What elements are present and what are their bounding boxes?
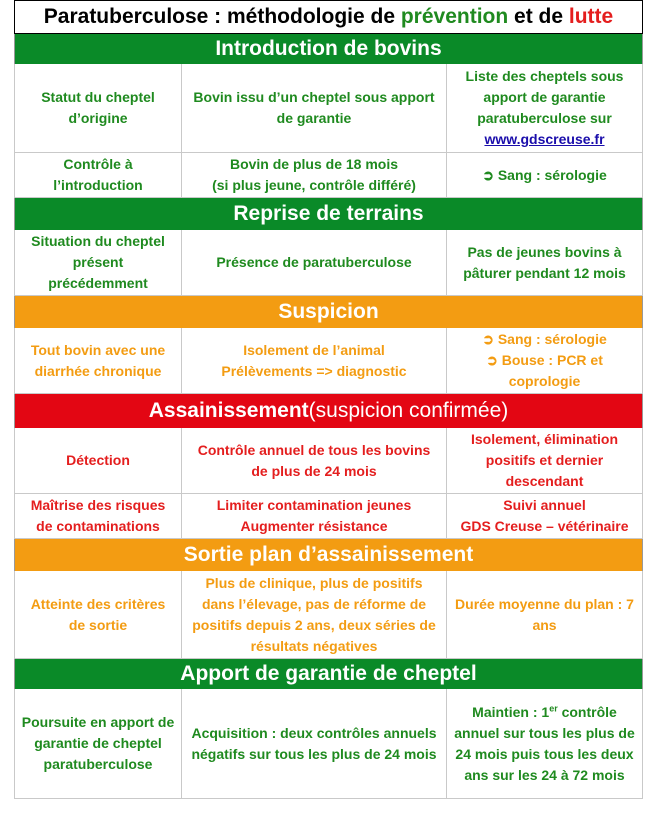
cell-poursuite-apport: Poursuite en apport de garantie de cheptel paratuberculose bbox=[14, 689, 182, 799]
section-header-suspicion: Suspicion bbox=[14, 296, 643, 328]
cell-atteinte-criteres: Atteinte des critères de sortie bbox=[14, 571, 182, 659]
arrow-icon: ➲ bbox=[482, 331, 494, 347]
table-row bbox=[14, 64, 643, 153]
suivi-line1: Suivi annuel bbox=[503, 497, 586, 513]
table-row bbox=[14, 153, 643, 198]
cell-acquisition: Acquisition : deux contrôles annuels négatifs sur tous les plus de 24 mois bbox=[182, 689, 447, 799]
liste-cheptels-text: Liste des cheptels sous apport de garantie paratuberculose sur bbox=[465, 68, 624, 126]
maintien-post: contrôle annuel sur tous les plus de 24 mois puis tous les deux ans sur les 24 à 72 mois bbox=[454, 703, 635, 783]
maintien-pre: Maintien : 1 bbox=[472, 703, 550, 720]
table-row bbox=[14, 328, 643, 394]
table-row bbox=[14, 230, 643, 296]
sang-serologie-text: Sang : sérologie bbox=[497, 331, 607, 347]
title-prevention: prévention bbox=[400, 5, 509, 28]
suivi-line2: GDS Creuse – vétérinaire bbox=[460, 518, 629, 534]
gdscreuse-link[interactable]: www.gdscreuse.fr bbox=[484, 131, 605, 147]
bovin-18-mois-line2: (si plus jeune, contrôle différé) bbox=[212, 177, 416, 193]
section-header-apport: Apport de garantie de cheptel bbox=[14, 659, 643, 689]
cell-duree-moyenne: Durée moyenne du plan : 7 ans bbox=[447, 571, 643, 659]
title-lutte: lutte bbox=[568, 5, 614, 28]
cell-controle-introduction: Contrôle à l’introduction bbox=[14, 153, 182, 198]
cell-bovin-18-mois bbox=[182, 153, 447, 198]
cell-presence-paratuberculose: Présence de paratuberculose bbox=[182, 230, 447, 296]
limiter-line2: Augmenter résistance bbox=[240, 518, 388, 534]
cell-maintien bbox=[447, 689, 643, 799]
table-row bbox=[14, 494, 643, 539]
maintien-sup: er bbox=[549, 702, 558, 713]
cell-sang-serologie bbox=[447, 153, 643, 198]
cell-liste-cheptels bbox=[447, 64, 643, 153]
cell-limiter-contamination bbox=[182, 494, 447, 539]
section-header-reprise: Reprise de terrains bbox=[14, 198, 643, 230]
bouse-pcr-text: Bouse : PCR et coprologie bbox=[501, 352, 603, 389]
bovin-18-mois-line1: Bovin de plus de 18 mois bbox=[229, 156, 399, 172]
isolement-line2: Prélèvements => diagnostic bbox=[221, 362, 407, 379]
cell-situation-cheptel: Situation du cheptel présent précédemment bbox=[14, 230, 182, 296]
title-part1: Paratuberculose : méthodologie de bbox=[43, 5, 401, 28]
arrow-icon: ➲ bbox=[482, 166, 494, 183]
table-row bbox=[14, 428, 643, 494]
arrow-icon: ➲ bbox=[486, 352, 498, 368]
cell-pas-jeunes-bovins: Pas de jeunes bovins à pâturer pendant 12 mois bbox=[447, 230, 643, 296]
cell-detection: Détection bbox=[14, 428, 182, 494]
cell-statut-origine: Statut du cheptel d’origine bbox=[14, 64, 182, 153]
isolement-line1: Isolement de l’animal bbox=[243, 341, 385, 358]
table-row bbox=[14, 689, 643, 799]
methodology-table bbox=[14, 34, 643, 799]
cell-prelevements bbox=[447, 328, 643, 394]
assainissement-title: Assainissement bbox=[148, 399, 309, 422]
table-row bbox=[14, 571, 643, 659]
section-header-sortie: Sortie plan d’assainissement bbox=[14, 539, 643, 571]
cell-controle-annuel: Contrôle annuel de tous les bovins de plus de 24 mois bbox=[182, 428, 447, 494]
cell-bovin-garantie: Bovin issu d’un cheptel sous apport de garantie bbox=[182, 64, 447, 153]
cell-suivi-annuel bbox=[447, 494, 643, 539]
section-header-introduction: Introduction de bovins bbox=[14, 34, 643, 64]
cell-maitrise-risques: Maîtrise des risques de contaminations bbox=[14, 494, 182, 539]
limiter-line1: Limiter contamination jeunes bbox=[216, 497, 412, 513]
cell-isolement-elimination: Isolement, élimination positifs et dernier descendant bbox=[447, 428, 643, 494]
page-title bbox=[14, 0, 643, 34]
title-part2: et de bbox=[508, 5, 569, 28]
section-header-assainissement bbox=[14, 394, 643, 428]
sang-serologie-text: Sang : sérologie bbox=[497, 166, 607, 183]
cell-isolement-animal bbox=[182, 328, 447, 394]
cell-criteres-sortie: Plus de clinique, plus de positifs dans l’élevage, pas de réforme de positifs depuis 2 ans, deux séries de résultats négatives bbox=[182, 571, 447, 659]
assainissement-subtitle: (suspicion confirmée) bbox=[308, 399, 509, 422]
cell-bovin-diarrhee: Tout bovin avec une diarrhée chronique bbox=[14, 328, 182, 394]
